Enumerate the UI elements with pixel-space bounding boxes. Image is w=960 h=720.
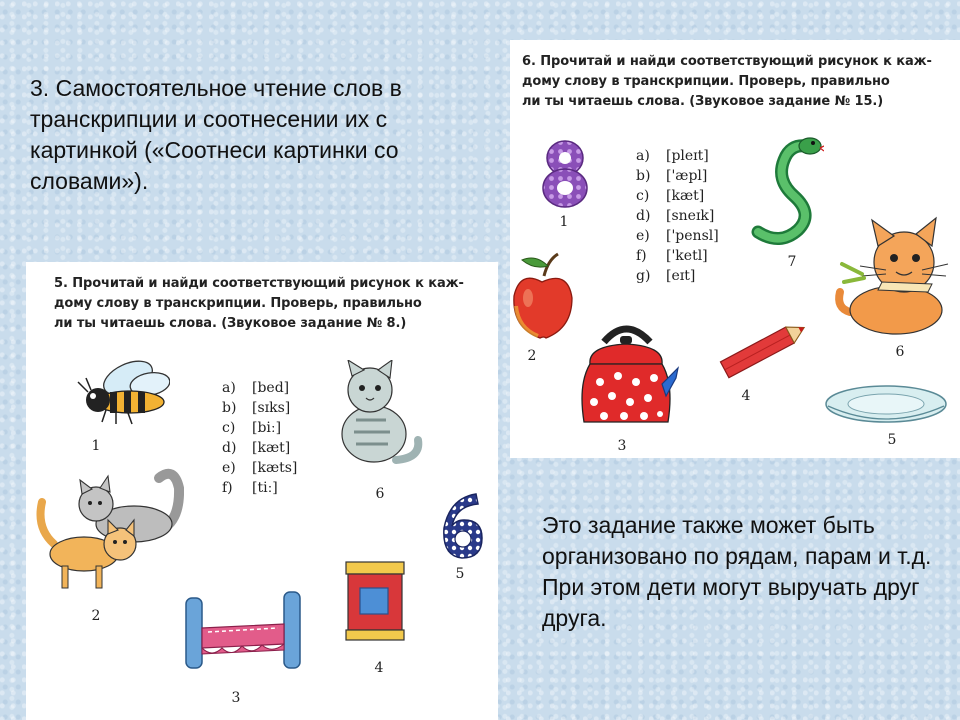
picture-number: 5 <box>455 566 465 582</box>
item-word: ['ketl] <box>666 248 708 264</box>
list-item <box>636 246 719 266</box>
picture-number: 2 <box>527 348 537 364</box>
item-word: [tiː] <box>252 480 278 496</box>
apple-picture <box>510 252 576 344</box>
tea-box-picture <box>342 558 408 644</box>
six-picture <box>434 488 490 562</box>
picture-number: 1 <box>91 438 101 454</box>
title-line: 6. Прочитай и найди соответствующий рисунок к каж- <box>522 54 932 69</box>
cat-picture <box>326 360 426 470</box>
exercise-5-title <box>54 274 494 334</box>
list-item <box>222 478 297 498</box>
item-letter: e) <box>222 460 236 476</box>
item-word: [kæt] <box>252 440 291 456</box>
picture-number: 6 <box>895 344 905 360</box>
item-letter: c) <box>222 420 236 436</box>
picture-number: 1 <box>559 214 569 230</box>
item-letter: b) <box>222 400 237 416</box>
snake-picture <box>750 134 824 246</box>
exercise-5-panel <box>26 262 498 720</box>
eight-picture <box>538 138 592 210</box>
picture-number: 2 <box>91 608 101 624</box>
transcription-list <box>222 378 297 498</box>
item-word: [kæts] <box>252 460 298 476</box>
list-item <box>222 458 297 478</box>
title-line: ли ты читаешь слова. (Звуковое задание № 8.) <box>54 316 407 331</box>
intro-text: 3. Самостоятельное чтение слов в транскрипции и соотнесении их с картинкой («Соотнеси картинки со словами»). <box>30 75 402 194</box>
item-word: [bed] <box>252 380 290 396</box>
picture-number: 4 <box>741 388 751 404</box>
list-item <box>636 206 719 226</box>
bed-picture <box>178 588 308 678</box>
item-letter: c) <box>636 188 650 204</box>
list-item <box>222 398 297 418</box>
list-item <box>222 378 297 398</box>
item-letter: f) <box>636 248 647 264</box>
exercise-6-title <box>522 52 958 112</box>
list-item <box>636 146 719 166</box>
list-item <box>636 186 719 206</box>
picture-number: 5 <box>887 432 897 448</box>
cat-picture <box>832 212 954 340</box>
item-letter: f) <box>222 480 233 496</box>
list-item <box>222 418 297 438</box>
picture-number: 3 <box>617 438 627 454</box>
pencil-picture <box>706 316 814 386</box>
item-word: ['æpl] <box>666 168 708 184</box>
list-item <box>636 166 719 186</box>
picture-number: 3 <box>231 690 241 706</box>
note-text: Это задание также может быть организовано по рядам, парам и т.д. При этом дети могут выручать друг друга. <box>542 512 932 631</box>
item-word: ['pensl] <box>666 228 719 244</box>
item-word: [sɪks] <box>252 400 291 416</box>
kettle-picture <box>574 322 680 432</box>
bee-picture <box>58 358 170 428</box>
item-word: [pleɪt] <box>666 148 709 164</box>
title-line: дому слову в транскрипции. Проверь, правильно <box>522 74 890 89</box>
item-word: [biː] <box>252 420 282 436</box>
item-word: [kæt] <box>666 188 705 204</box>
cats-picture <box>34 458 184 598</box>
picture-number: 4 <box>374 660 384 676</box>
title-line: 5. Прочитай и найди соответствующий рисунок к каж- <box>54 276 464 291</box>
plate-picture <box>822 382 950 432</box>
item-letter: b) <box>636 168 651 184</box>
exercise-6-panel <box>510 40 960 458</box>
title-line: дому слову в транскрипции. Проверь, правильно <box>54 296 422 311</box>
title-line: ли ты читаешь слова. (Звуковое задание № 15.) <box>522 94 884 109</box>
item-letter: d) <box>636 208 651 224</box>
item-letter: a) <box>222 380 236 396</box>
item-letter: g) <box>636 268 651 284</box>
picture-number: 6 <box>375 486 385 502</box>
item-letter: a) <box>636 148 650 164</box>
item-word: [sneɪk] <box>666 208 715 224</box>
picture-number: 7 <box>787 254 797 270</box>
list-item <box>636 266 719 286</box>
item-word: [eɪt] <box>666 268 696 284</box>
list-item <box>636 226 719 246</box>
item-letter: e) <box>636 228 650 244</box>
item-letter: d) <box>222 440 237 456</box>
transcription-list <box>636 146 719 286</box>
list-item <box>222 438 297 458</box>
